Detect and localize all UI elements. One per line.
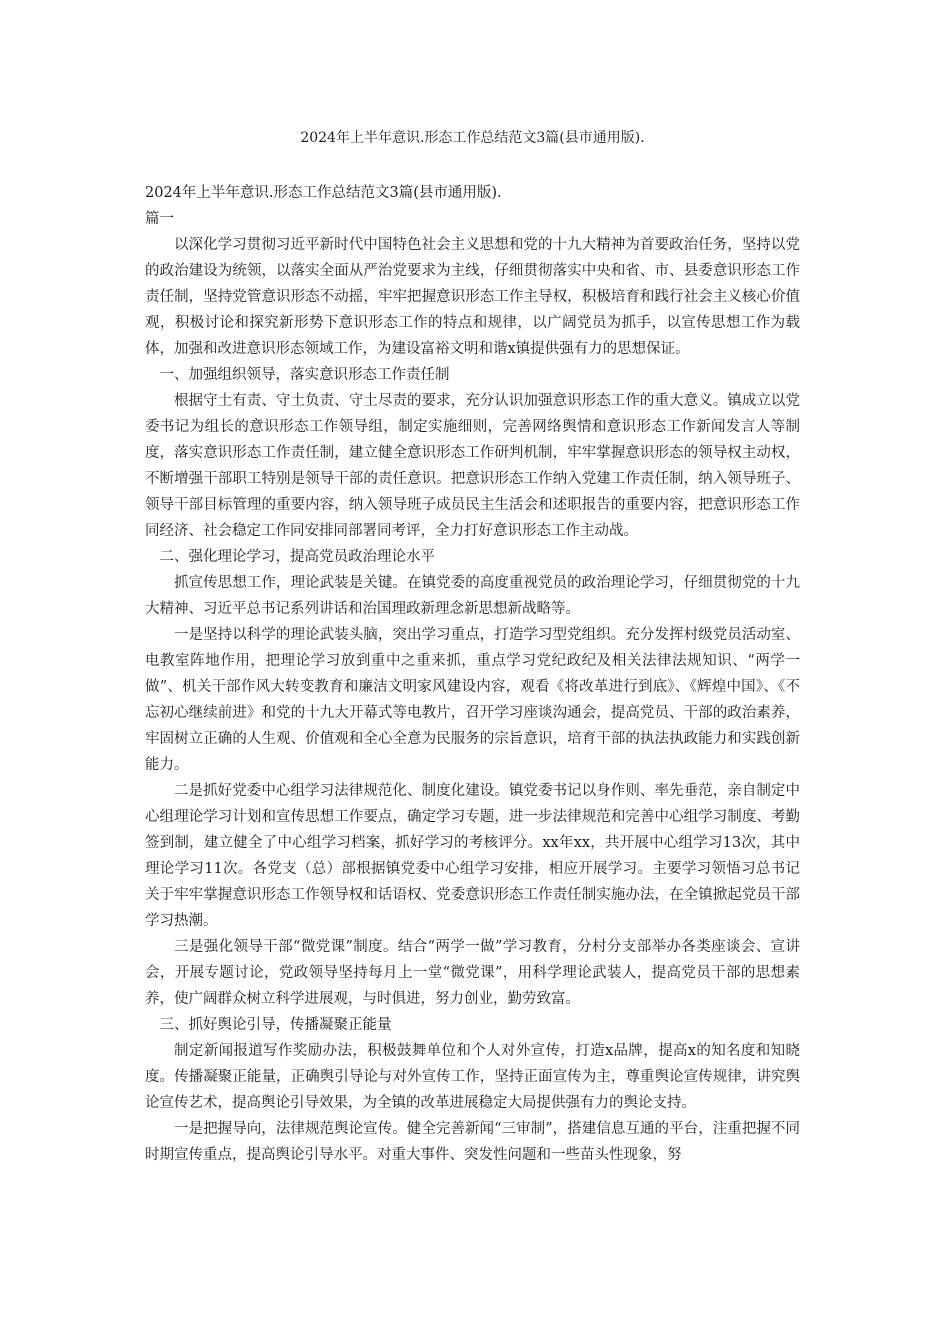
document-body	[145, 232, 800, 1168]
document-page	[145, 128, 800, 1168]
body-paragraph: 以深化学习贯彻习近平新时代中国特色社会主义思想和党的十九大精神为首要政治任务，坚持以党的政治建设为统领，以落实全面从严治党要求为主线，仔细贯彻落实中央和省、市、县委意识形态工作责任制，坚持党管意识形态不动摇，牢牢把握意识形态工作主导权，积极培育和践行社会主义核心价值观，积极讨论和探究新形势下意识形态工作的特点和规律，以广阔党员为抓手，以宣传思想工作为载体，加强和改进意识形态领域工作，为建设富裕文明和谐x镇提供强有力的思想保证。	[145, 237, 800, 357]
body-paragraph: 一是坚持以科学的理论武装头脑，突出学习重点，打造学习型党组织。充分发挥村级党员活动室、电教室阵地作用，把理论学习放到重中之重来抓，重点学习党纪政纪及相关法律法规知识、“两学一做”、机关干部作风大转变教育和廉洁文明家风建设内容，观看《将改革进行到底》、《辉煌中国》、《不忘初心继续前进》和党的十九大开幕式等电教片，召开学习座谈沟通会，提高党员、干部的政治素养，牢固树立正确的人生观、价值观和全心全意为民服务的宗旨意识，培育干部的执法执政能力和实践创新能力。	[145, 627, 800, 773]
body-paragraph: 三是强化领导干部“微党课”制度。结合“两学一做”学习教育，分村分支部举办各类座谈会、宣讲会，开展专题讨论，党政领导坚持每月上一堂“微党课”，用科学理论武装人，提高党员干部的思想素养，使广阔群众树立科学进展观，与时俱进，努力创业，勤劳致富。	[145, 939, 800, 1007]
body-paragraph: 抓宣传思想工作，理论武装是关键。在镇党委的高度重视党员的政治理论学习，仔细贯彻党的十九大精神、习近平总书记系列讲话和治国理政新理念新思想新战略等。	[145, 575, 800, 617]
section-label: 篇一	[145, 211, 174, 227]
document-subtitle: 2024年上半年意识.形态工作总结范文3篇(县市通用版).	[145, 185, 502, 201]
document-title: 2024年上半年意识.形态工作总结范文3篇(县市通用版).	[300, 130, 645, 146]
section-heading: 三、抓好舆论引导，传播凝聚正能量	[159, 1017, 392, 1033]
body-paragraph: 一是把握导向，法律规范舆论宣传。健全完善新闻“三审制”，搭建信息互通的平台，注重把握不同时期宣传重点，提高舆论引导水平。对重大事件、突发性问题和一些苗头性现象，努	[145, 1121, 800, 1163]
section-heading: 二、强化理论学习，提高党员政治理论水平	[159, 549, 435, 565]
body-paragraph: 二是抓好党委中心组学习法律规范化、制度化建设。镇党委书记以身作则、率先垂范，亲自制定中心组理论学习计划和宣传思想工作要点，确定学习专题，进一步法律规范和完善中心组学习制度、考勤签到制，建立健全了中心组学习档案，抓好学习的考核评分。xx年xx，共开展中心组学习13次，其中理论学习11次。各党支（总）部根据镇党委中心组学习安排，相应开展学习。主要学习领悟习总书记关于牢牢掌握意识形态工作领导权和话语权、党委意识形态工作责任制实施办法，在全镇掀起党员干部学习热潮。	[145, 783, 800, 929]
section-heading: 一、加强组织领导，落实意识形态工作责任制	[159, 367, 450, 383]
body-paragraph: 根据守土有责、守土负责、守土尽责的要求，充分认识加强意识形态工作的重大意义。镇成立以党委书记为组长的意识形态工作领导组，制定实施细则，完善网络舆情和意识形态工作新闻发言人等制度，落实意识形态工作责任制，建立健全意识形态工作研判机制，牢牢掌握意识形态的领导权主动权，不断增强干部职工特别是领导干部的责任意识。把意识形态工作纳入党建工作责任制，纳入领导班子、领导干部目标管理的重要内容，纳入领导班子成员民主生活会和述职报告的重要内容，把意识形态工作同经济、社会稳定工作同安排同部署同考评，全力打好意识形态工作主动战。	[145, 393, 800, 539]
body-paragraph: 制定新闻报道写作奖励办法，积极鼓舞单位和个人对外宣传，打造x品牌，提高x的知名度和知晓度。传播凝聚正能量，正确舆引导论与对外宣传工作，坚持正面宣传为主，尊重舆论宣传规律，讲究舆论宣传艺术，提高舆论引导效果，为全镇的改革进展稳定大局提供强有力的舆论支持。	[145, 1043, 800, 1111]
